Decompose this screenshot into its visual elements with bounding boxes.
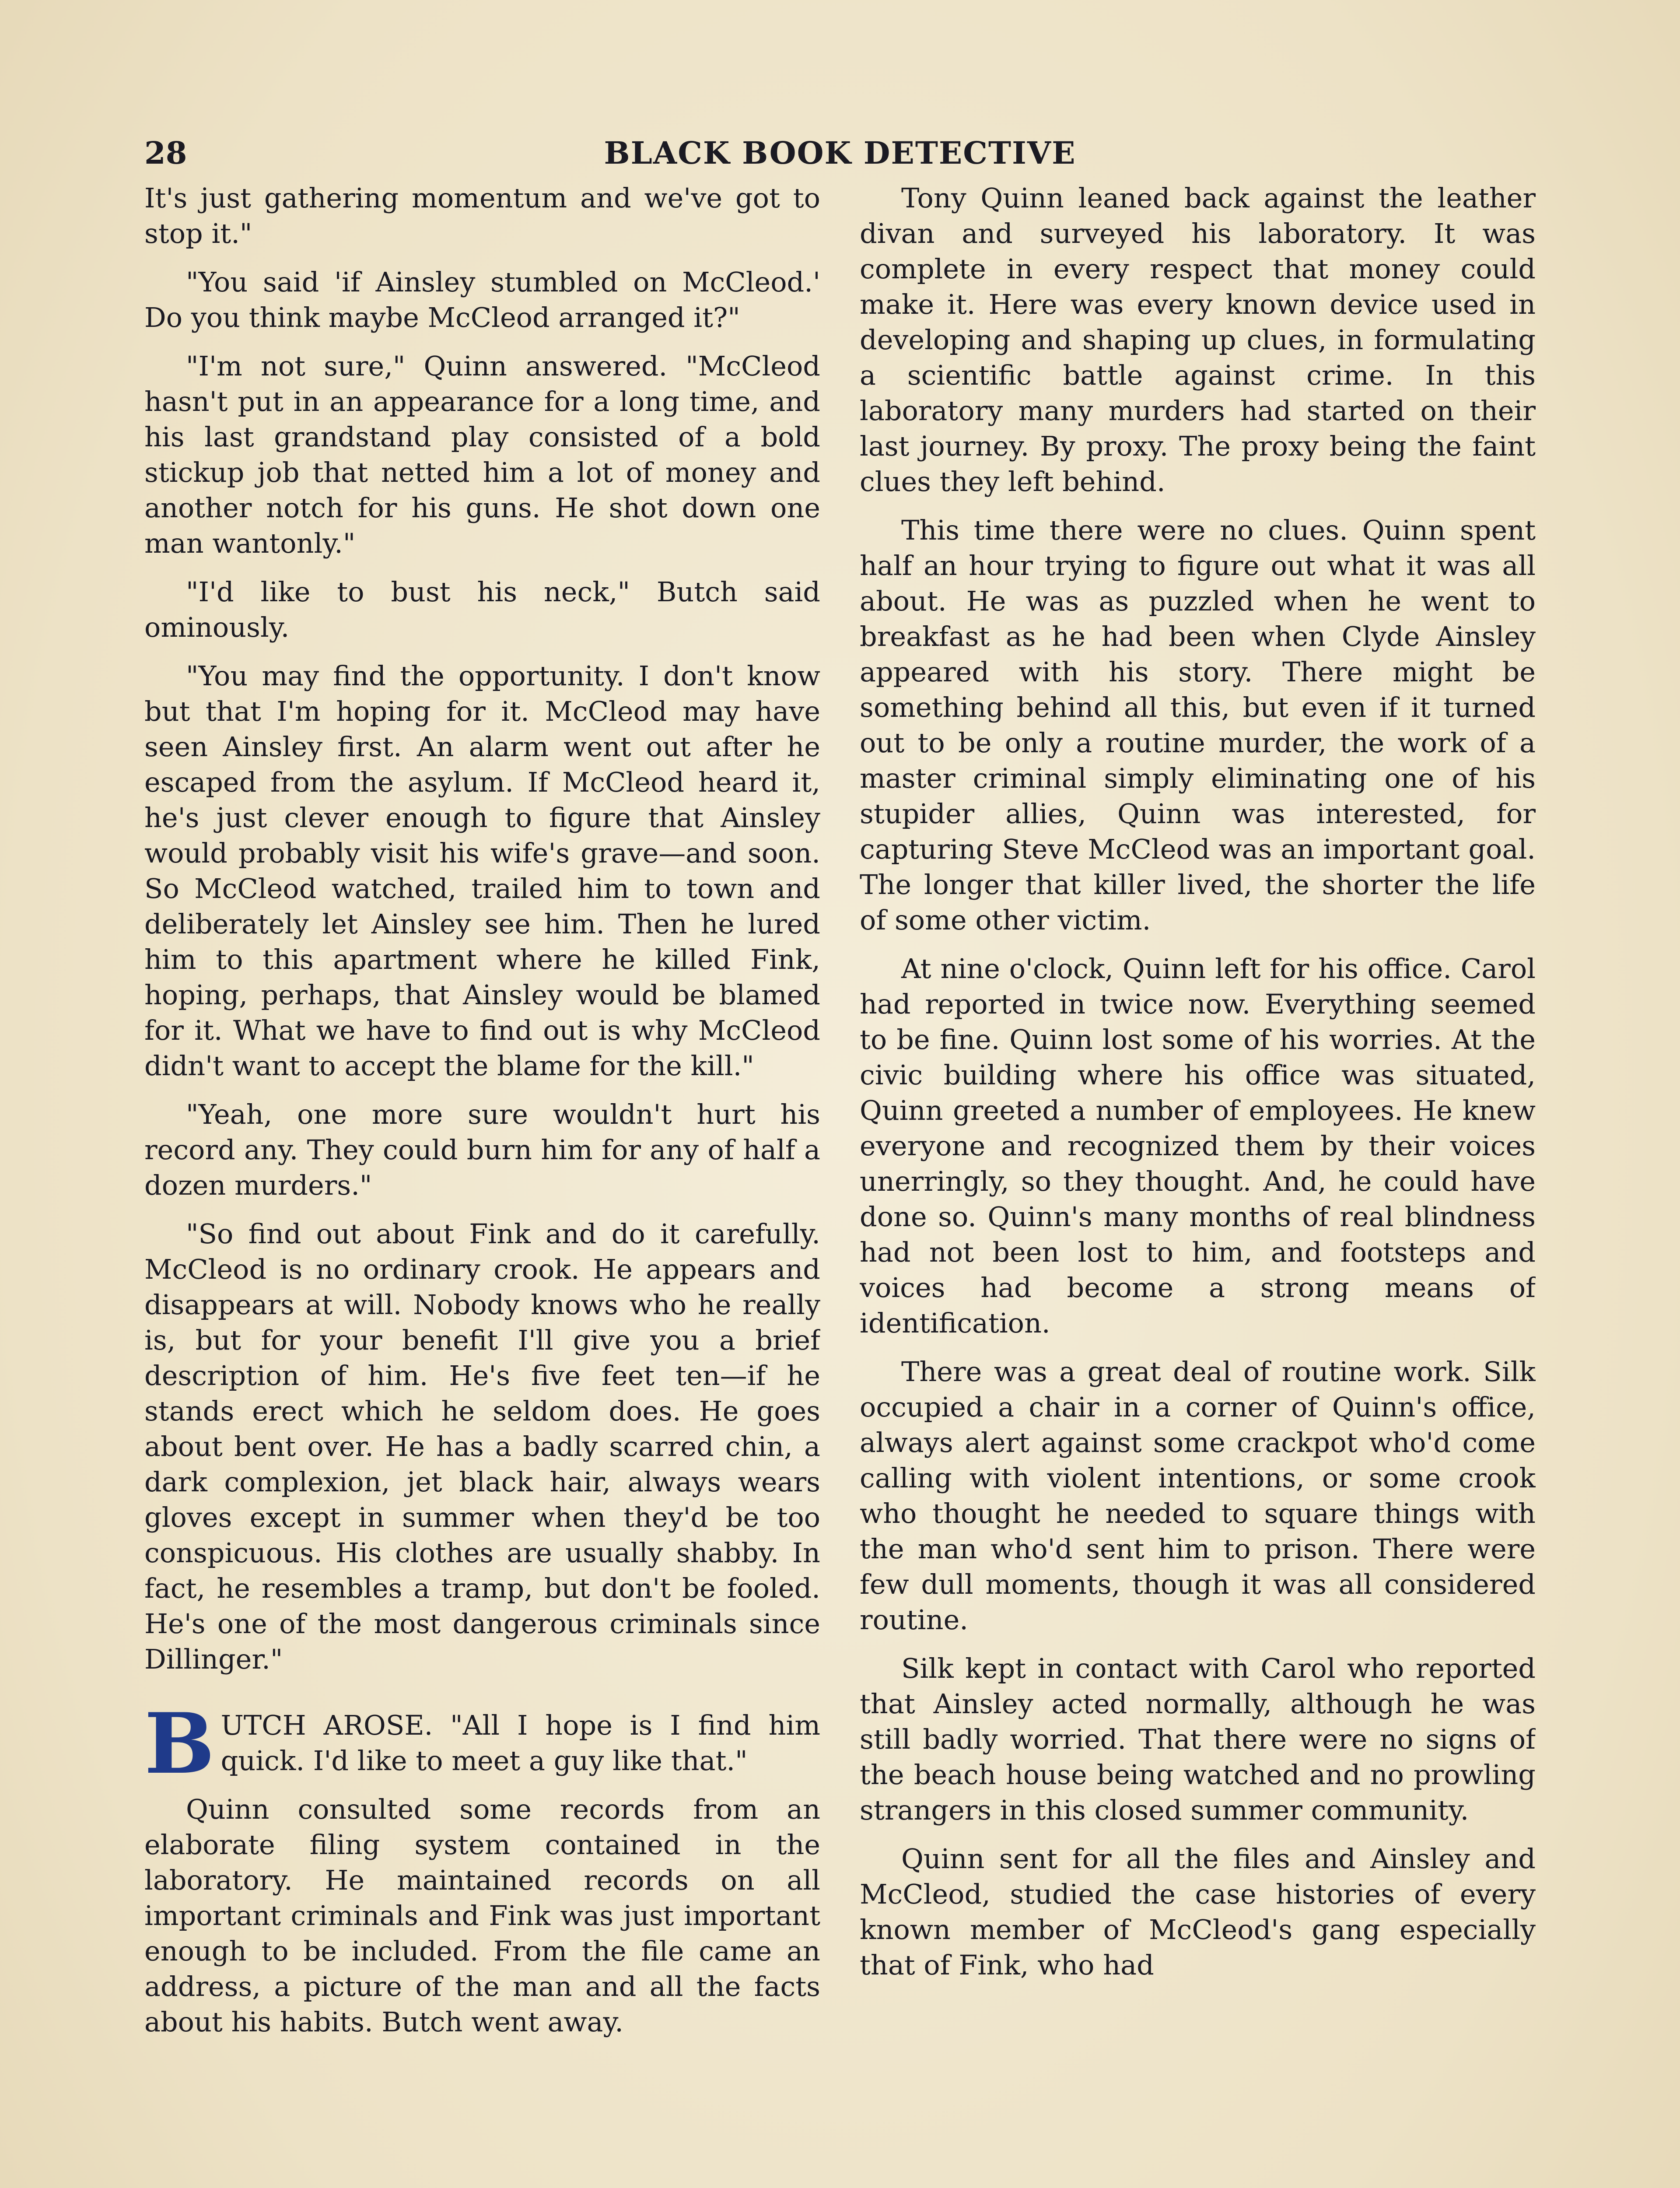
body-paragraph: It's just gathering momentum and we've got to stop it.": [144, 182, 820, 249]
page-number: 28: [144, 135, 187, 171]
body-paragraph: This time there were no clues. Quinn spent half an hour trying to figure out what it was all about. He was as puzzled when he went to breakfast as he had been when Clyde Ainsley appeared with his story. There might be something behind all this, but even if it turned out to be only a routine murder, the work of a master criminal simply eliminating one of his stupider allies, Quinn was interested, for capturing Steve McCleod was an important goal. The longer that killer lived, the shorter the life of some other victim.: [860, 514, 1536, 936]
body-paragraph: "Yeah, one more sure wouldn't hurt his record any. They could burn him for any of half a dozen murders.": [144, 1098, 820, 1201]
body-paragraph: "I'm not sure," Quinn answered. "McCleod hasn't put in an appearance for a long time, and his last grandstand play consisted of a bold stickup job that netted him a lot of money and another notch for his guns. He shot down one man wantonly.": [144, 350, 820, 559]
right-column: [860, 180, 1536, 2188]
body-paragraph: Tony Quinn leaned back against the leather divan and surveyed his laboratory. It was complete in every respect that money could make it. Here was every known device used in developing and shaping up clues, in formulating a scientific battle against crime. In this laboratory many murders had started on their last journey. By proxy. The proxy being the faint clues they left behind.: [860, 182, 1536, 498]
page-header: [140, 131, 1540, 179]
body-paragraph: "You may find the opportunity. I don't know but that I'm hoping for it. McCleod may have seen Ainsley first. An alarm went out after he escaped from the asylum. If McCleod heard it, he's just clever enough to figure that Ainsley would probably visit his wife's grave—and soon. So McCleod watched, trailed him to town and deliberately let Ainsley see him. Then he lured him to this apartment where he killed Fink, hoping, perhaps, that Ainsley would be blamed for it. What we have to find out is why McCleod didn't want to accept the blame for the kill.": [144, 660, 820, 1082]
body-paragraph: Quinn consulted some records from an elaborate filing system contained in the laboratory. He maintained records on all important criminals and Fink was just important enough to be included. From the file came an address, a picture of the man and all the facts about his habits. Butch went away.: [144, 1793, 820, 2038]
body-paragraph: At nine o'clock, Quinn left for his office. Carol had reported in twice now. Everything seemed to be fine. Quinn lost some of his worries. At the civic building where his office was situated, Quinn greeted a number of employees. He knew everyone and recognized them by their voices unerringly, so they thought. And, he could have done so. Quinn's many months of real blindness had not been lost to him, and footsteps and voices had become a strong means of identification.: [860, 953, 1536, 1339]
dropcap-paragraph-text: UTCH AROSE. "All I hope is I find him quick. I'd like to meet a guy like that.": [220, 1709, 820, 1777]
body-paragraph: "I'd like to bust his neck," Butch said ominously.: [144, 576, 820, 643]
body-paragraph: There was a great deal of routine work. Silk occupied a chair in a corner of Quinn's office, always alert against some crackpot who'd come calling with violent intentions, or some crook who thought he needed to square things with the man who'd sent him to prison. There were few dull moments, though it was all considered routine.: [860, 1356, 1536, 1636]
body-paragraph: Quinn sent for all the files and Ainsley and McCleod, studied the case histories of every known member of McCleod's gang especially that of Fink, who had: [860, 1843, 1536, 1981]
section-break: [144, 1690, 820, 1708]
drop-cap-letter: B: [144, 1695, 215, 1792]
dropcap-paragraph: [144, 1695, 820, 1792]
running-head-title: BLACK BOOK DETECTIVE: [604, 135, 1076, 171]
body-paragraph: Silk kept in contact with Carol who reported that Ainsley acted normally, although he was still badly worried. That there were no signs of the beach house being watched and no prowling strangers in this closed summer community.: [860, 1652, 1536, 1826]
body-paragraph: "You said 'if Ainsley stumbled on McCleod.' Do you think maybe McCleod arranged it?": [144, 266, 820, 333]
left-column: [144, 180, 820, 2188]
body-paragraph: "So find out about Fink and do it carefully. McCleod is no ordinary crook. He appears and disappears at will. Nobody knows who he really is, but for your benefit I'll give you a brief description of him. He's five feet ten—if he stands erect which he seldom does. He goes about bent over. He has a badly scarred chin, a dark complexion, jet black hair, always wears gloves except in summer when they'd be too conspicuous. His clothes are usually shabby. In fact, he resembles a tramp, but don't be fooled. He's one of the most dangerous criminals since Dillinger.": [144, 1218, 820, 1675]
